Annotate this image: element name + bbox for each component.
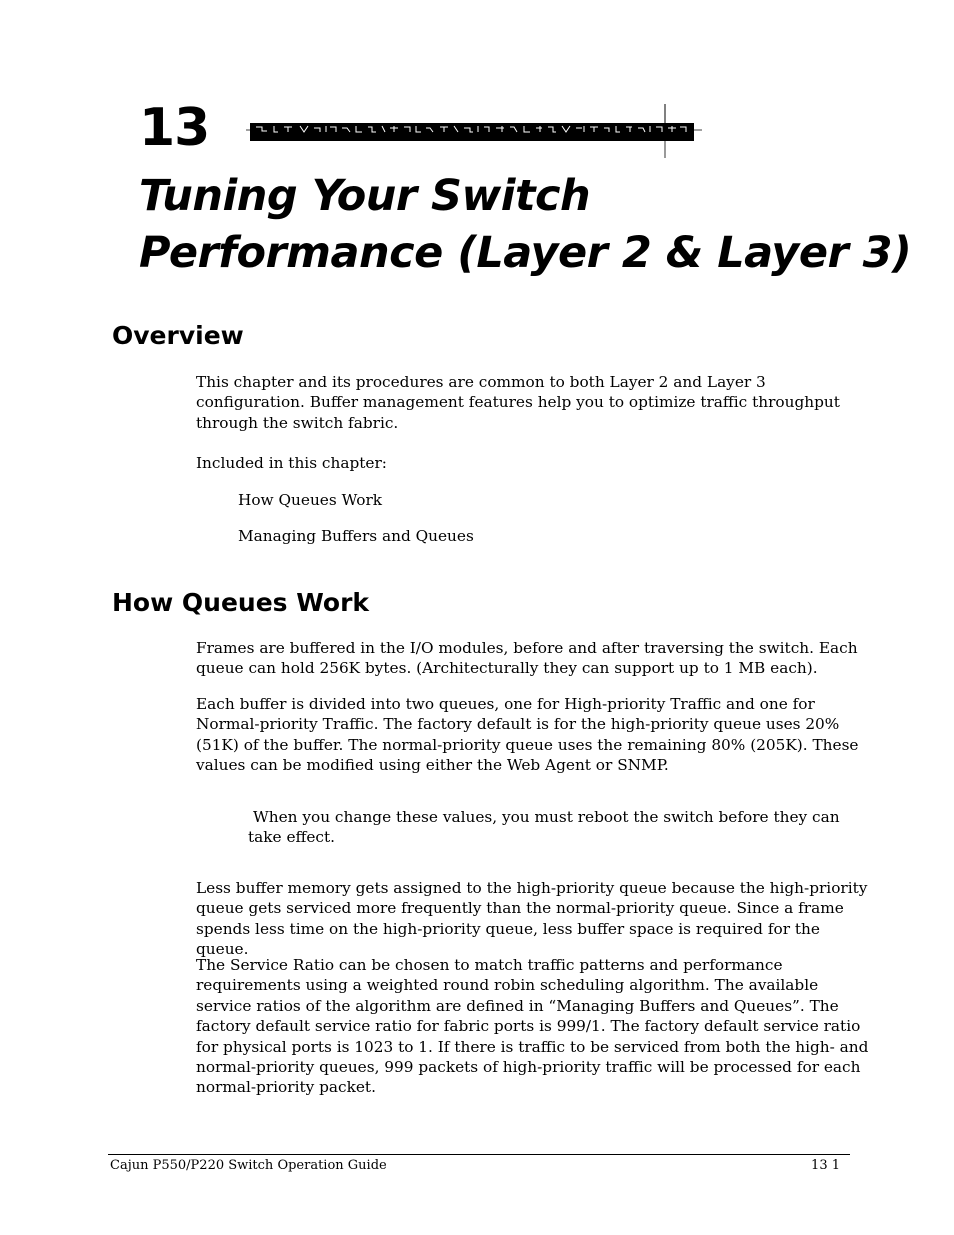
footer-rule [108,1154,850,1155]
chapter-title-line-1: Tuning Your Switch [139,171,591,221]
overview-paragraph-1: This chapter and its procedures are common to both Layer 2 and Layer 3 configuration. Buffer management features help you to optimize traffic throughput through the switch fabric. [196,373,840,432]
chapter-decoration [244,104,704,160]
queues-paragraph-3: Less buffer memory gets assigned to the high-priority queue because the high-priority queue gets serviced more frequently than the normal-priority queue. Since a frame spends less time on the high-priority queue, less buffer space is required for the queue. [196,879,868,959]
note-text: When you change these values, you must reboot the switch before they can take effect. [248,808,840,847]
queues-paragraph-4: The Service Ratio can be chosen to match traffic patterns and performance requirements using a weighted round robin scheduling algorithm. The available service ratios of the algorithm are defined in “Managing Buffers and Queues”. The factory default service ratio for fabric ports is 999/1. The factory default service ratio for physical ports is 1023 to 1. If there is traffic to be serviced from both the high- and normal-priority queues, 999 packets of high-priority traffic will be processed for each normal-priority packet. [196,956,869,1097]
chapter-title [139,168,911,282]
overview-heading: Overview [112,321,244,350]
chapter-title-line-2: Performance (Layer 2 & Layer 3) [139,228,912,278]
chapter-number: 13 [139,98,210,158]
chapter-list-item: How Queues Work [238,491,383,509]
overview-paragraph-2: Included in this chapter: [196,454,387,472]
queues-paragraph-2: Each buffer is divided into two queues, one for High-priority Traffic and one for Normal-priority Traffic. The factory default is for the high-priority queue uses 20% (51K) of the buffer. The normal-priority queue uses the remaining 80% (205K). These values can be modified using either the Web Agent or SNMP. [196,695,859,775]
how-queues-work-heading: How Queues Work [112,588,370,617]
chapter-list-item: Managing Buffers and Queues [238,527,474,545]
footer-guide-title: Cajun P550/P220 Switch Operation Guide [110,1158,387,1173]
footer-page-number: 13 1 [811,1158,840,1173]
queues-paragraph-1: Frames are buffered in the I/O modules, before and after traversing the switch. Each queue can hold 256K bytes. (Architecturally they can support up to 1 MB each). [196,639,858,678]
